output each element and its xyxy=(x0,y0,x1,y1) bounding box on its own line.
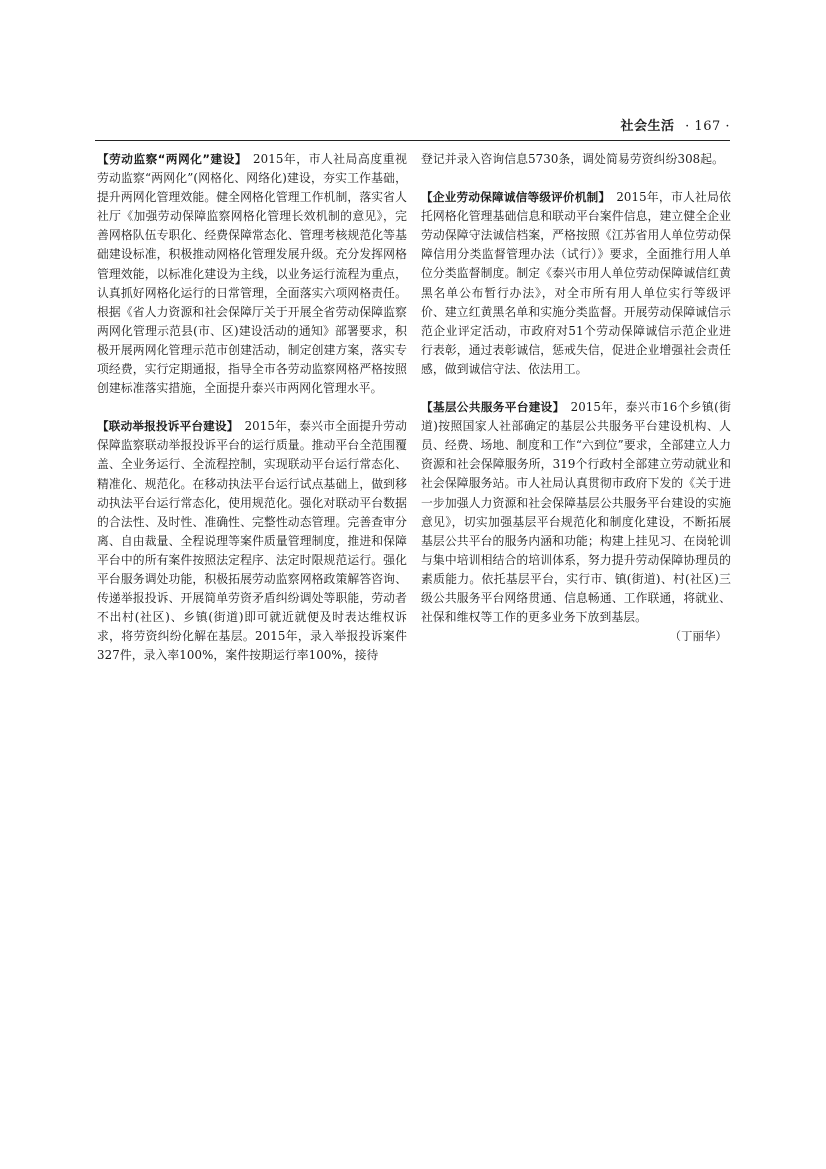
paragraph-gap xyxy=(421,379,731,398)
paragraph-gap xyxy=(421,169,731,188)
article-paragraph xyxy=(97,150,407,398)
article-paragraph xyxy=(97,417,407,665)
continued-paragraph: 登记并录入咨询信息5730条，调处简易劳资纠纷308起。 xyxy=(421,152,725,166)
article-paragraph xyxy=(421,398,731,627)
page-number: · 167 · xyxy=(685,119,730,134)
left-column xyxy=(97,150,407,665)
section-title: 社会生活 xyxy=(620,119,675,134)
article-paragraph xyxy=(421,188,731,379)
section-heading: 【劳动监察“两网化”建设】 xyxy=(97,152,248,166)
section-heading: 【企业劳动保障诚信等级评价机制】 xyxy=(421,190,611,205)
section-body: 2015年，市人社局高度重视劳动监察“两网化”(网格化、网络化)建设，夯实工作基础，提升两网化管理效能。健全网格化管理工作机制，落实省人社厅《加强劳动保障监察网格化管理长效机制的意见》，完善网格队伍专职化、经费保障常态化、管理考核规范化等基础建设标准，积极推动网格化管理发展升级。充分发挥网格管理效能，以标准化建设为主线，以业务运行流程为重点，认真抓好网格化运行的日常管理，全面落实六项网格责任。根据《省人力资源和社会保障厅关于开展全省劳动保障监察两网化管理示范县(市、区)建设活动的通知》部署要求，积极开展两网化管理示范市创建活动，制定创建方案，落实专项经费，实行定期通报，指导全市各劳动监察网格严格按照创建标准落实措施，全面提升泰兴市两网化管理水平。 xyxy=(97,152,407,396)
section-body: 2015年，泰兴市全面提升劳动保障监察联动举报投诉平台的运行质量。推动平台全范围覆盖、全业务运行、全流程控制，实现联动平台运行常态化、精准化、规范化。在移动执法平台运行试点基础上，做到移动执法平台运行常态化，使用规范化。强化对联动平台数据的合法性、及时性、准确性、完整性动态管理。完善查审分离、自由裁量、全程说理等案件质量管理制度，推进和保障平台中的所有案件按照法定程序、法定时限规范运行。强化平台服务调处功能，积极拓展劳动监察网格政策解答咨询、传递举报投诉、开展简单劳资矛盾纠纷调处等职能，劳动者不出村(社区)、乡镇(街道)即可就近就便及时表达维权诉求，将劳资纠纷化解在基层。2015年，录入举报投诉案件327件，录入率100%，案件按期运行率100%，接待 xyxy=(97,419,408,663)
right-column xyxy=(421,150,731,645)
section-heading: 【基层公共服务平台建设】 xyxy=(421,400,565,415)
section-body: 2015年，泰兴市16个乡镇(街道)按照国家人社部确定的基层公共服务平台建设机构、人员、经费、场地、制度和工作“六到位”要求，全部建立人力资源和社会保障服务所，319个行政村全部建立劳动就业和社会保障服务站。市人社局认真贯彻市政府下发的《关于进一步加强人力资源和社会保障基层公共服务平台建设的实施意见》，切实加强基层平台规范化和制度化建设，不断拓展基层公共平台的服务内涵和功能；构建上挂见习、在岗轮训与集中培训相结合的培训体系，努力提升劳动保障协理员的素质能力。依托基层平台，实行市、镇(街道)、村(社区)三级公共服务平台网络贯通、信息畅通、工作联通，将就业、社保和维权等工作的更多业务下放到基层。 xyxy=(421,400,731,625)
running-header xyxy=(95,116,730,138)
paragraph-gap xyxy=(97,398,407,417)
author-credit: （丁丽华） xyxy=(669,629,727,644)
section-heading: 【联动举报投诉平台建设】 xyxy=(97,419,239,434)
header-rule xyxy=(95,140,730,141)
section-body: 2015年，市人社局依托网格化管理基础信息和联动平台案件信息，建立健全企业劳动保障守法诚信档案，严格按照《江苏省用人单位劳动保障信用分类监督管理办法（试行）》要求，全面推行用人单位分类监督制度。制定《泰兴市用人单位劳动保障诚信红黄黑名单公布暂行办法》，对全市所有用人单位实行等级评价、建立红黄黑名单和实施分类监督。开展劳动保障诚信示范企业评定活动，市政府对51个劳动保障诚信示范企业进行表彰，通过表彰诚信，惩戒失信，促进企业增强社会责任感，做到诚信守法、依法用工。 xyxy=(421,190,731,376)
